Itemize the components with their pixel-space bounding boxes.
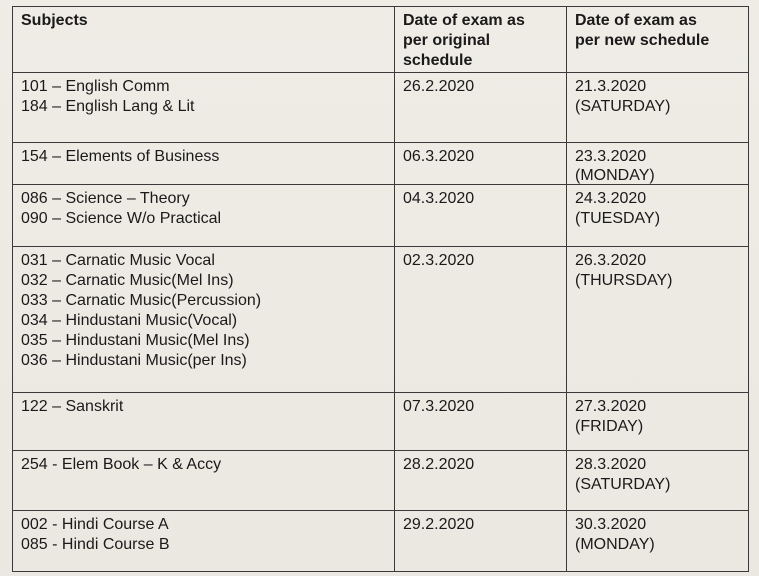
subject-line: 036 – Hindustani Music(per Ins) — [21, 352, 247, 369]
original-date-cell — [395, 185, 567, 247]
subject-line: 035 – Hindustani Music(Mel Ins) — [21, 332, 250, 349]
table-row — [13, 393, 749, 451]
original-date: 07.3.2020 — [403, 398, 475, 415]
original-date: 28.2.2020 — [403, 456, 475, 473]
subject-line: 031 – Carnatic Music Vocal — [21, 252, 215, 269]
new-date: 24.3.2020 — [575, 190, 647, 207]
header-new-date — [567, 7, 749, 73]
exam-schedule-table — [12, 6, 749, 572]
original-date: 29.2.2020 — [403, 516, 475, 533]
original-date-cell — [395, 451, 567, 511]
header-original-line: per original — [403, 32, 491, 49]
table-row — [13, 143, 749, 185]
new-day: (FRIDAY) — [575, 418, 644, 435]
original-date: 02.3.2020 — [403, 252, 475, 269]
header-subjects-text: Subjects — [21, 12, 88, 29]
table-row — [13, 73, 749, 143]
original-date-cell — [395, 73, 567, 143]
new-day: (SATURDAY) — [575, 476, 671, 493]
subject-line: 085 - Hindi Course B — [21, 536, 170, 553]
new-date: 27.3.2020 — [575, 398, 647, 415]
new-day: (THURSDAY) — [575, 272, 673, 289]
original-date: 04.3.2020 — [403, 190, 475, 207]
subjects-cell — [13, 451, 395, 511]
original-date-cell — [395, 393, 567, 451]
original-date-cell — [395, 247, 567, 393]
new-day: (TUESDAY) — [575, 210, 661, 227]
header-new-line: per new schedule — [575, 32, 710, 49]
subjects-cell — [13, 393, 395, 451]
new-day: (MONDAY) — [575, 536, 655, 553]
subject-line: 101 – English Comm — [21, 78, 170, 95]
header-original-line: schedule — [403, 52, 473, 69]
new-date-cell — [567, 451, 749, 511]
new-day: (MONDAY) — [575, 167, 655, 184]
subject-line: 184 – English Lang & Lit — [21, 98, 195, 115]
new-date: 23.3.2020 — [575, 148, 647, 165]
subjects-cell — [13, 511, 395, 572]
original-date-cell — [395, 511, 567, 572]
new-date-cell — [567, 73, 749, 143]
subject-line: 122 – Sanskrit — [21, 398, 124, 415]
subjects-cell — [13, 73, 395, 143]
subjects-cell — [13, 185, 395, 247]
header-row — [13, 7, 749, 73]
new-date-cell — [567, 185, 749, 247]
new-date-cell — [567, 247, 749, 393]
header-original-line: Date of exam as — [403, 12, 525, 29]
new-date: 28.3.2020 — [575, 456, 647, 473]
subject-line: 033 – Carnatic Music(Percussion) — [21, 292, 262, 309]
subject-line: 032 – Carnatic Music(Mel Ins) — [21, 272, 234, 289]
table-row — [13, 451, 749, 511]
subject-line: 002 - Hindi Course A — [21, 516, 169, 533]
subject-line: 034 – Hindustani Music(Vocal) — [21, 312, 238, 329]
subject-line: 086 – Science – Theory — [21, 190, 190, 207]
table-row — [13, 511, 749, 572]
new-date: 26.3.2020 — [575, 252, 647, 269]
original-date-cell — [395, 143, 567, 185]
header-subjects — [13, 7, 395, 73]
new-date: 30.3.2020 — [575, 516, 647, 533]
header-original-date — [395, 7, 567, 73]
new-date-cell — [567, 511, 749, 572]
header-new-line: Date of exam as — [575, 12, 697, 29]
new-date-cell — [567, 143, 749, 185]
subjects-cell — [13, 247, 395, 393]
subjects-cell — [13, 143, 395, 185]
new-date: 21.3.2020 — [575, 78, 647, 95]
new-date-cell — [567, 393, 749, 451]
table-row — [13, 247, 749, 393]
subject-line: 090 – Science W/o Practical — [21, 210, 222, 227]
original-date: 26.2.2020 — [403, 78, 475, 95]
new-day: (SATURDAY) — [575, 98, 671, 115]
table-row — [13, 185, 749, 247]
subject-line: 154 – Elements of Business — [21, 148, 220, 165]
original-date: 06.3.2020 — [403, 148, 475, 165]
subject-line: 254 - Elem Book – K & Accy — [21, 456, 222, 473]
